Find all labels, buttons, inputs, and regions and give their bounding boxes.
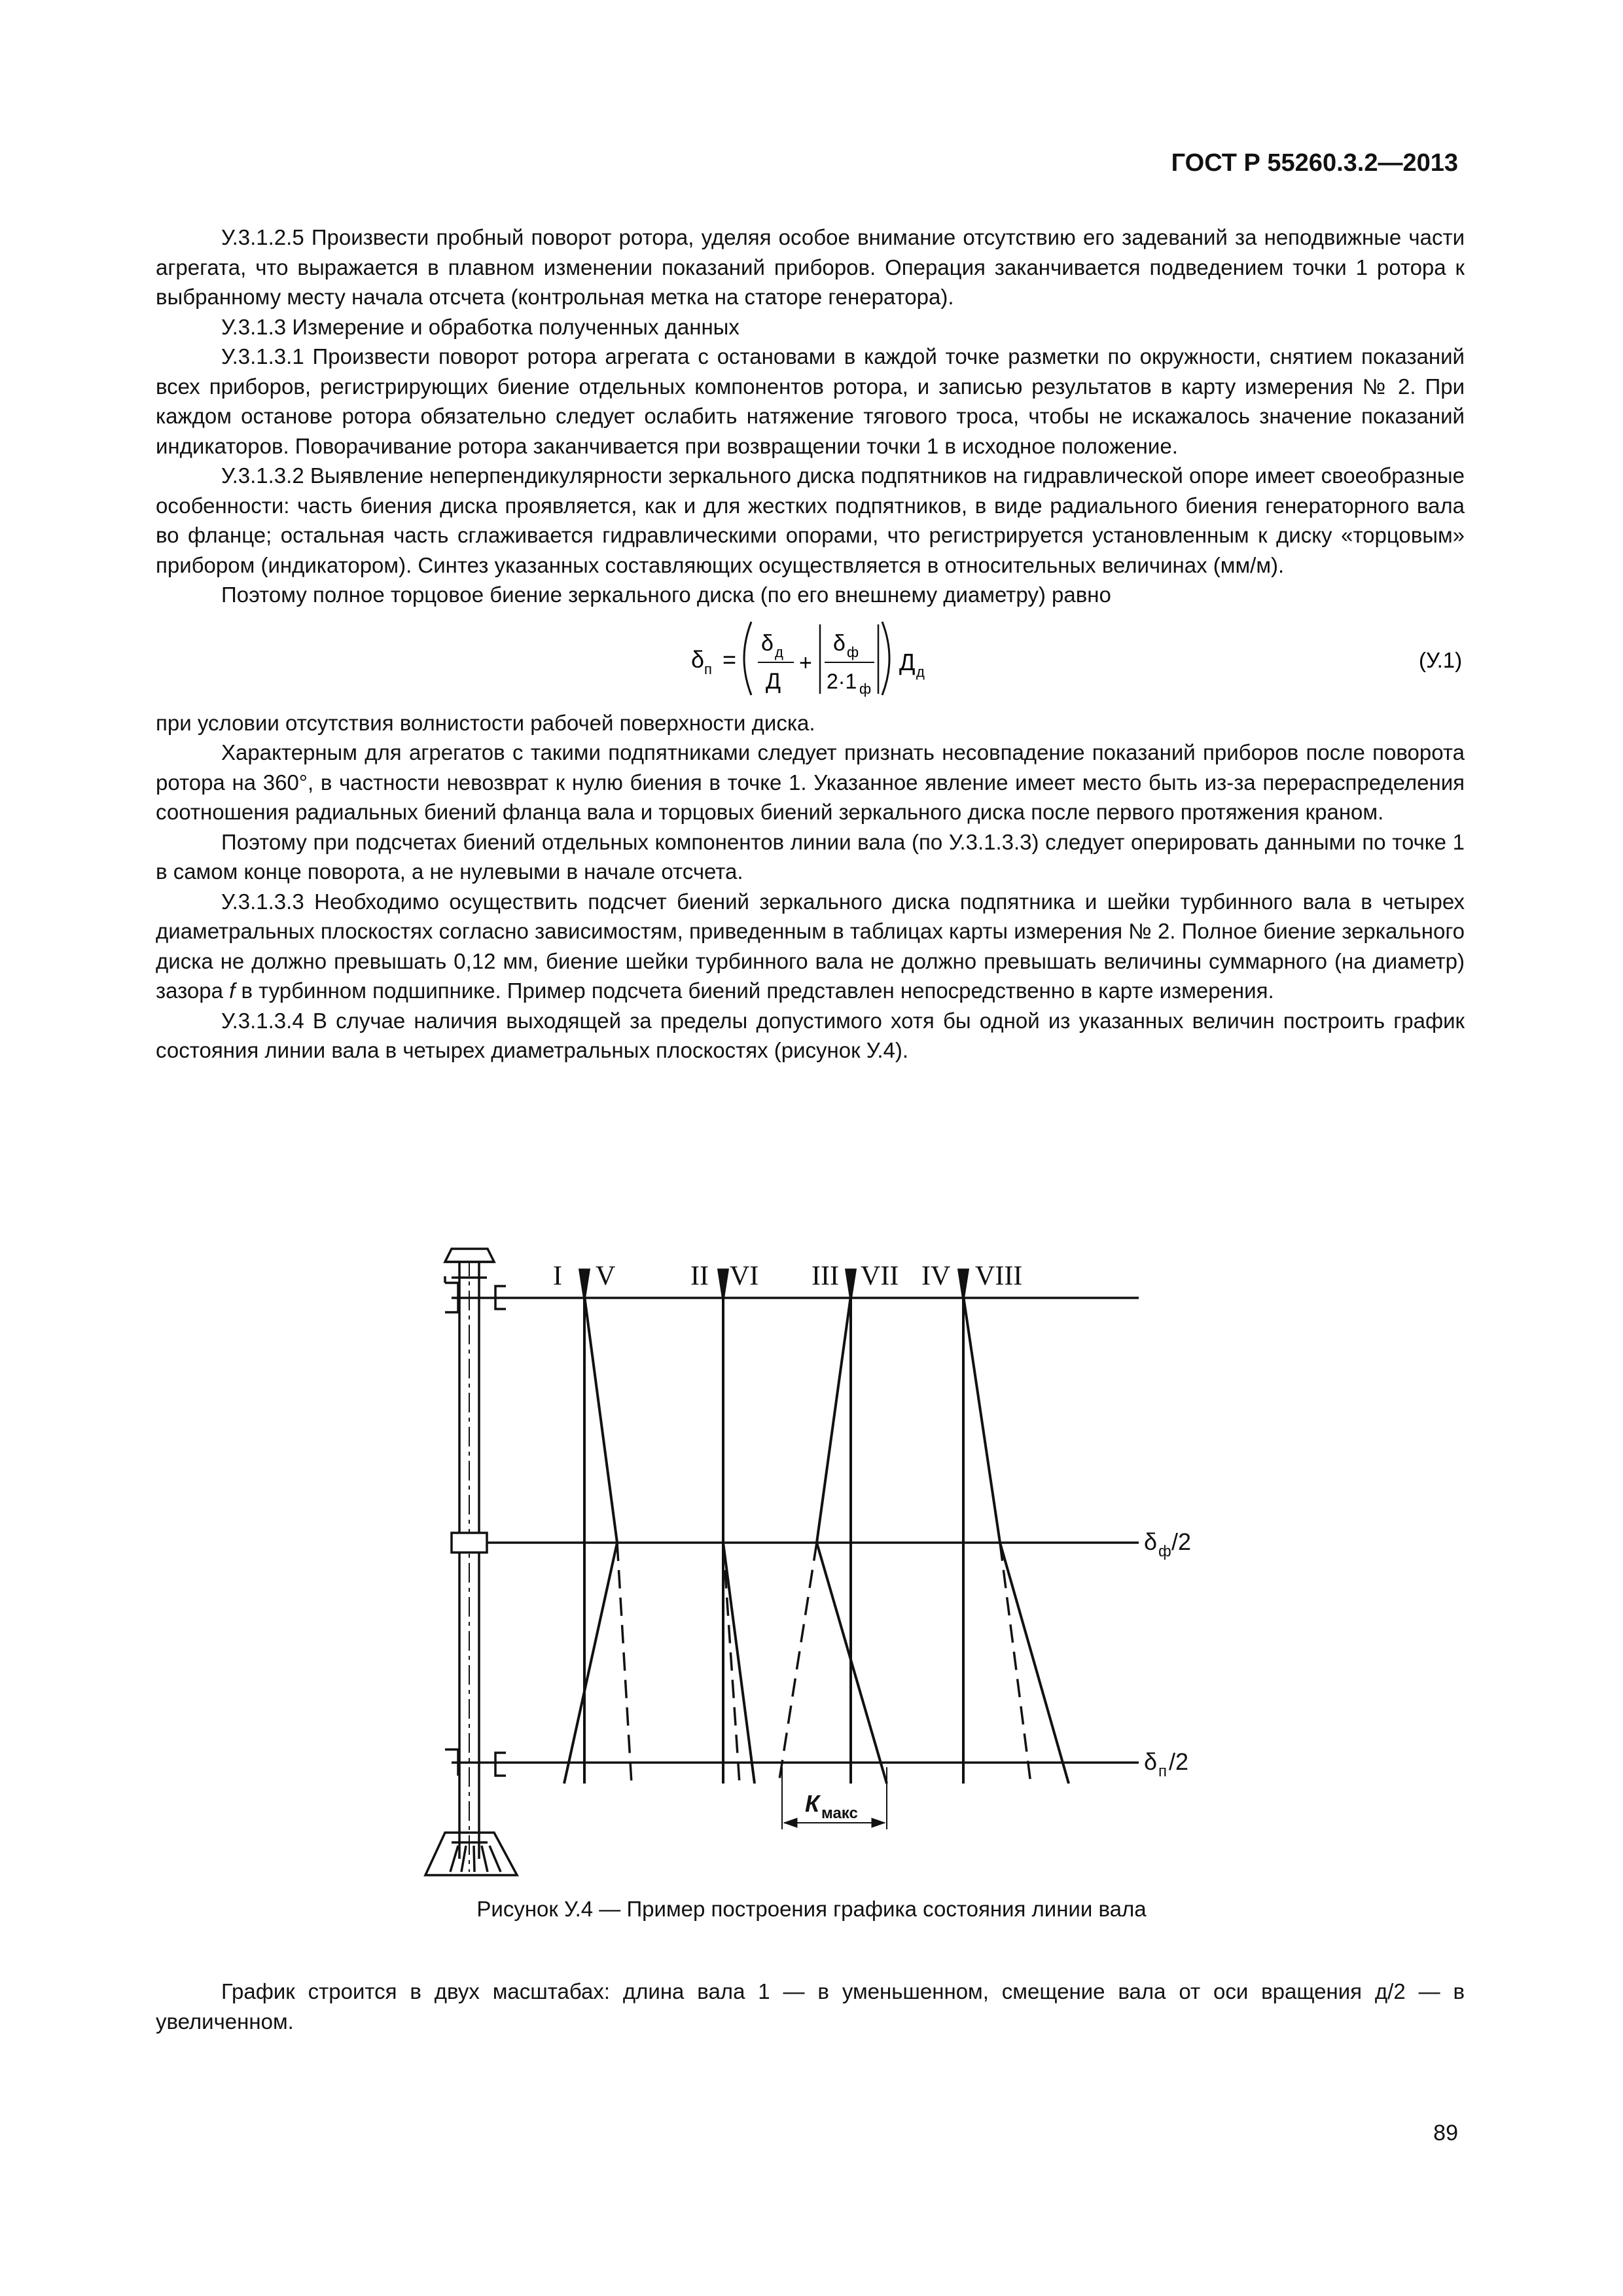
plane-label: VIII <box>975 1261 1023 1291</box>
formula-lhs: δ <box>691 645 705 673</box>
plane-label: IV <box>921 1261 951 1291</box>
formula-lhs-sub: п <box>704 660 712 677</box>
shaft-diagram <box>0 1230 1623 1950</box>
formula-mult-sub: д <box>916 663 925 680</box>
main-text <box>156 223 1465 1066</box>
frac1-num-sub: д <box>775 643 783 660</box>
formula-eq: = <box>722 645 737 673</box>
section-heading: У.3.1.3 Измерение и обработка полученных данных <box>221 314 740 339</box>
dp-label-main: δ <box>1144 1748 1158 1775</box>
paragraph: Характерным для агрегатов с такими подпятниками следует признать несовпадение показаний приборов после поворота ротора на 360°, в частности невозврат к нулю биения в точке 1. Указанное явление имеет место быть из-за перераспределения соотношения радиальных биений фланца вала и торцовых биений зеркального диска после первого протяжения краном. <box>156 740 1465 824</box>
paragraph-part: в турбинном подшипнике. Пример подсчета биений представлен непосредственно в карте измерения. <box>235 978 1274 1003</box>
closing-text <box>156 1977 1465 2036</box>
plane-label: II <box>690 1261 709 1291</box>
df-label-sub: ф <box>1158 1543 1171 1560</box>
paragraph: У.3.1.3.2 Выявление неперпендикулярности зеркального диска подпятников на гидравлической опоре имеет своеобразные особенности: часть биения диска проявляется, как и для жестких подпятников, в виде радиального биения генераторного вала во фланце; остальная часть сглаживается гидравлическими опорами, что регистрируется установленным к диску «торцовым» прибором (индикатором). Синтез указанных составляющих осуществляется в относительных величинах (мм/м). <box>156 463 1465 577</box>
left-paren <box>744 622 751 695</box>
plane-iii-vii <box>779 1270 887 1784</box>
paragraph: Поэтому при подсчетах биений отдельных компонентов линии вала (по У.3.1.3.3) следует оперировать данными по точке 1 в самом конце поворота, а не нулевыми в начале отсчета. <box>156 829 1465 884</box>
plane-i-v <box>564 1270 632 1784</box>
paragraph <box>156 887 1465 1006</box>
figure-u4 <box>0 1230 1623 1950</box>
dp-label-sub: п <box>1158 1763 1167 1780</box>
formula-mult: Д <box>899 648 916 675</box>
paragraph: У.3.1.2.5 Произвести пробный поворот ротора, уделяя особое внимание отсутствию его задеваний за неподвижные части агрегата, что выражается в плавном изменении показаний приборов. Операция заканчивается подведением точки 1 ротора к выбранному месту начала отсчета (контрольная метка на статоре генератора). <box>156 225 1465 309</box>
plane-label: III <box>812 1261 839 1291</box>
paragraph: График строится в двух масштабах: длина вала 1 — в уменьшенном, смещение вала от оси вращения д/2 — в увеличенном. <box>156 1979 1465 2034</box>
frac2-den: 2·1 <box>827 669 857 693</box>
formula-number: (У.1) <box>1419 647 1463 672</box>
formula-plus: + <box>799 650 812 675</box>
paragraph: У.3.1.3.4 В случае наличия выходящей за пределы допустимого хотя бы одной из указанных величин построить график состояния линии вала в четырех диаметральных плоскостях (рисунок У.4). <box>156 1008 1465 1062</box>
document-header: ГОСТ Р 55260.3.2—2013 <box>1171 149 1458 177</box>
dp-label-tail: /2 <box>1169 1748 1189 1775</box>
gap-symbol: f <box>229 978 236 1003</box>
paragraph: при условии отсутствия волнистости рабочей поверхности диска. <box>156 710 815 735</box>
frac2-num-sub: ф <box>847 643 859 660</box>
right-paren <box>882 622 889 695</box>
kmax-label-main: К <box>805 1790 820 1817</box>
frac1-den: Д <box>766 668 781 694</box>
page-number: 89 <box>1433 2121 1458 2145</box>
df-label-main: δ <box>1144 1528 1158 1555</box>
kmax-label-sub: макс <box>821 1804 858 1822</box>
paragraph: Поэтому полное торцовое биение зеркального диска (по его внешнему диаметру) равно <box>221 583 1111 607</box>
plane-label: I <box>553 1261 562 1291</box>
paragraph: У.3.1.3.1 Произвести поворот ротора агрегата с остановами в каждой точке разметки по окружности, снятием показаний всех приборов, регистрирующих биение отдельных компонентов ротора, и записью результатов в карту измерения № 2. При каждом останове ротора обязательно следует ослабить натяжение тягового троса, чтобы не искажалось значение показаний индикаторов. Поворачивание ротора заканчивается при возвращении точки 1 в исходное положение. <box>156 344 1465 458</box>
plane-ii-vi <box>719 1270 755 1784</box>
shaft-schematic <box>425 1249 517 1875</box>
plane-label: V <box>596 1261 616 1291</box>
figure-caption: Рисунок У.4 — Пример построения графика состояния линии вала <box>476 1897 1147 1921</box>
plane-iv-viii <box>959 1270 1069 1784</box>
df-label-tail: /2 <box>1171 1528 1192 1555</box>
frac2-den-sub: ф <box>859 680 872 697</box>
paragraph-part: У.3.1.3.3 Необходимо осуществить подсчет биений зеркального диска подпятника и шейки турбинного вала в четырех диаметральных плоскостях согласно зависимостям, приведенным в таблицах карты измерения № 2. Полное биение зеркального диска не должно превышать 0,12 мм, биение шейки турбинного вала не должно превышать величины суммарного (на диаметр) зазора <box>156 889 1465 1003</box>
plane-label: VII <box>861 1261 899 1291</box>
plane-label: VI <box>730 1261 759 1291</box>
frac1-num: δ <box>761 630 774 656</box>
formula-u1 <box>156 610 1465 708</box>
frac2-num: δ <box>833 630 846 656</box>
